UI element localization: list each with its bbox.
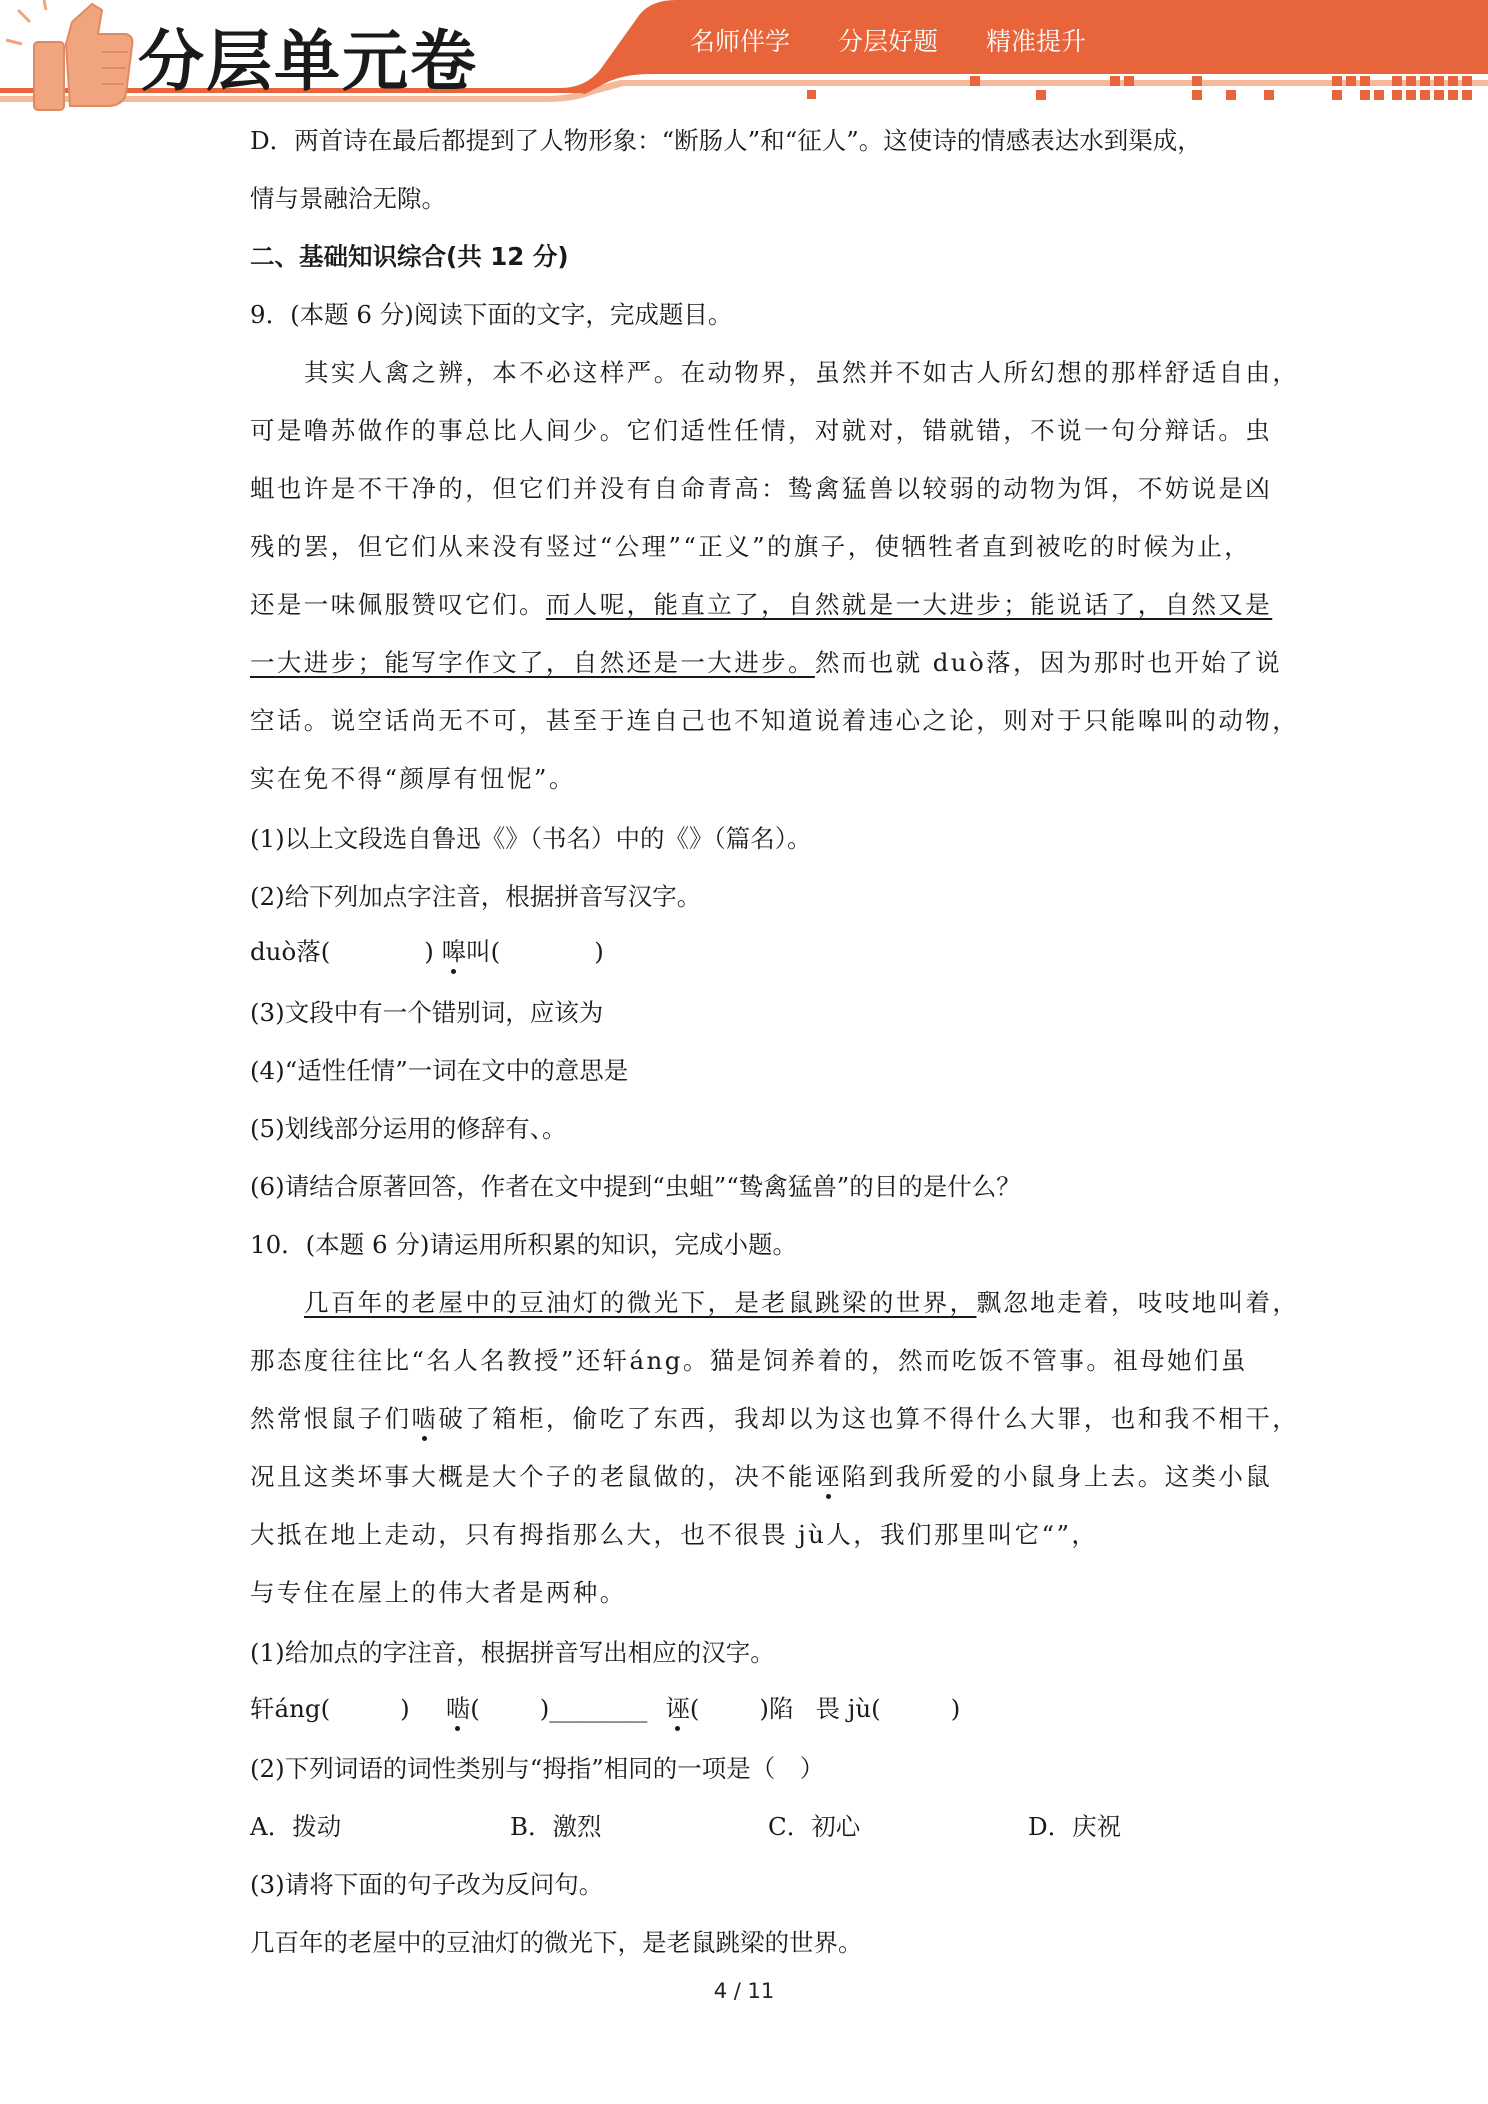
question-text: (5)划线部分运用的修辞有 (250, 1114, 530, 1143)
question-text: ) (950, 1694, 961, 1723)
dotted-character: 诬 (814, 1462, 842, 1491)
passage-line: 可是噜苏做作的事总比人间少。它们适性任情，对就对，错就错，不说一句分辩话。虫 (250, 416, 1273, 445)
question-text: 、 (529, 1114, 542, 1143)
section-heading: 二、基础知识综合(共 12 分) (250, 242, 569, 271)
underlined-sentence: 几百年的老屋中的豆油灯的微光下，是老鼠跳梁的世界， (304, 1288, 977, 1317)
question-text: (4)“适性任情”一词在文中的意思是 (250, 1056, 629, 1085)
passage-text: 况且这类坏事大概是大个子的老鼠做的，决不能 (250, 1462, 815, 1491)
page-number: 4 / 11 (713, 1979, 775, 2003)
passage-text: 还是一味佩服赞叹它们。 (250, 590, 546, 619)
choice-b[interactable]: B．激烈 (510, 1812, 602, 1841)
dotted-character: 啮 (411, 1404, 439, 1433)
passage-line: 其实人禽之辨，本不必这样严。在动物界，虽然并不如古人所幻想的那样舒适自由， (304, 358, 1300, 387)
brand-title: 分层单元卷 (138, 23, 478, 100)
question-text: ) (400, 1694, 410, 1723)
question-text: ，应该为 (505, 998, 604, 1027)
question-text: (1)以上文段选自鲁迅《 (250, 824, 506, 853)
page-header (0, 0, 1488, 120)
sub-question-4 (250, 1054, 628, 1088)
question-text: 叫( (466, 937, 501, 966)
passage-text: 然常恨鼠子们 (250, 1404, 412, 1433)
passage-line: 残的罢，但它们从来没有竖过“公理”“正义”的旗子，使牺牲者直到被吃的时候为止， (250, 532, 1252, 561)
passage-line (250, 588, 1272, 622)
slogan-item: 名师伴学 (690, 27, 791, 56)
underlined-sentence: 而人呢，能直立了，自然就是一大进步；能说话了，自然又是 (545, 590, 1273, 619)
thumbs-up-hand-icon (34, 4, 132, 110)
question-text: ) (594, 937, 604, 966)
passage-text: 然而也就 duò落，因为那时也开始了说 (814, 648, 1283, 677)
decorative-squares (807, 76, 1472, 100)
passage-text: 飘忽地走着，吱吱地叫着， (976, 1288, 1300, 1317)
passage-line: 与专住在屋上的伟大者是两种。 (250, 1578, 627, 1607)
question-text: )陷 (759, 1694, 794, 1723)
passage-text: 大抵在地上走动，只有拇指那么大，也不很畏 jù人，我们那里叫它“ (250, 1520, 1057, 1549)
question-text: (3)文段中有一个错别词 (250, 998, 506, 1027)
passage-text: 陷到我所爱的小鼠身上去。这类小鼠 (841, 1462, 1273, 1491)
passage-line (250, 1460, 1272, 1494)
choice-a[interactable]: A．拨动 (250, 1812, 342, 1841)
sub-question-2: (2)给下列加点字注音，根据拼音写汉字。 (250, 882, 702, 911)
underlined-sentence: 一大进步；能写字作文了，自然还是一大进步。 (250, 648, 815, 677)
passage-text: 破了箱柜，偷吃了东西，我却以为这也算不得什么大罪，也和我不相干， (438, 1404, 1300, 1433)
passage-line (250, 1402, 1299, 1436)
passage-line (250, 1518, 1098, 1552)
option-d-line-1: D．两首诗在最后都提到了人物形象：“断肠人”和“征人”。这使诗的情感表达水到渠成， (250, 126, 1202, 155)
dotted-character: 诬 (665, 1694, 690, 1723)
sub-question-3 (250, 996, 603, 1030)
option-d-line-2: 情与景融洽无隙。 (250, 184, 446, 213)
dotted-character: 嗥 (441, 937, 467, 966)
sub-question-1 (250, 822, 811, 856)
question-text: ) (424, 937, 442, 966)
question-text: 畏 jù( (815, 1694, 881, 1723)
sub-question-6: (6)请结合原著回答，作者在文中提到“虫蛆”“鸷禽猛兽”的目的是什么？ (250, 1172, 1021, 1201)
slogan (690, 22, 1112, 58)
question-text: 》（书名）中的《 (505, 824, 689, 853)
sub-question-10-3: (3)请将下面的句子改为反问句。 (250, 1870, 604, 1899)
sentence-to-rewrite: 几百年的老屋中的豆油灯的微光下，是老鼠跳梁的世界。 (250, 1928, 863, 1957)
passage-line: 蛆也许是不干净的，但它们并没有自命青高：鸷禽猛兽以较弱的动物为饵，不妨说是凶 (250, 474, 1273, 503)
question-text: 。 (541, 1114, 567, 1143)
question-text: 》（篇名）。 (688, 824, 812, 853)
question-text: duò落( (250, 937, 331, 966)
sub-question-10-1: (1)给加点的字注音，根据拼音写出相应的汉字。 (250, 1638, 775, 1667)
dotted-character: 啮 (445, 1694, 471, 1723)
passage-line: 空话。说空话尚无不可，甚至于连自己也不知道说着违心之论，则对于只能嗥叫的动物， (250, 706, 1300, 735)
question-9-stem: 9．(本题 6 分)阅读下面的文字，完成题目。 (250, 300, 733, 329)
choice-d[interactable]: D．庆祝 (1028, 1812, 1122, 1841)
passage-line (304, 1286, 1299, 1320)
question-10-stem: 10．(本题 6 分)请运用所积累的知识，完成小题。 (250, 1230, 797, 1259)
slogan-item: 分层好题 (837, 27, 938, 56)
passage-line (250, 646, 1282, 680)
question-text: ________ (549, 1694, 648, 1723)
passage-line: 实在免不得“颜厚有忸怩”。 (250, 764, 576, 793)
slogan-item: 精准提升 (985, 27, 1086, 56)
sub-question-10-1-items: 轩áng( ) 啮( )________ 诬( )陷 畏 jù( ) (250, 1694, 961, 1723)
passage-line: 那态度往往比“名人名教授”还轩áng。猫是饲养着的，然而吃饭不管事。祖母她们虽 (250, 1346, 1248, 1375)
sparkle-lines-icon (6, 0, 46, 44)
choice-c[interactable]: C．初心 (768, 1812, 861, 1841)
passage-text: ”， (1056, 1520, 1099, 1549)
sub-question-2-items (250, 935, 604, 969)
question-text: 轩áng( (250, 1694, 331, 1723)
sub-question-10-2: (2)下列词语的词性类别与“拇指”相同的一项是（ ） (250, 1754, 825, 1783)
sub-question-5 (250, 1112, 566, 1146)
